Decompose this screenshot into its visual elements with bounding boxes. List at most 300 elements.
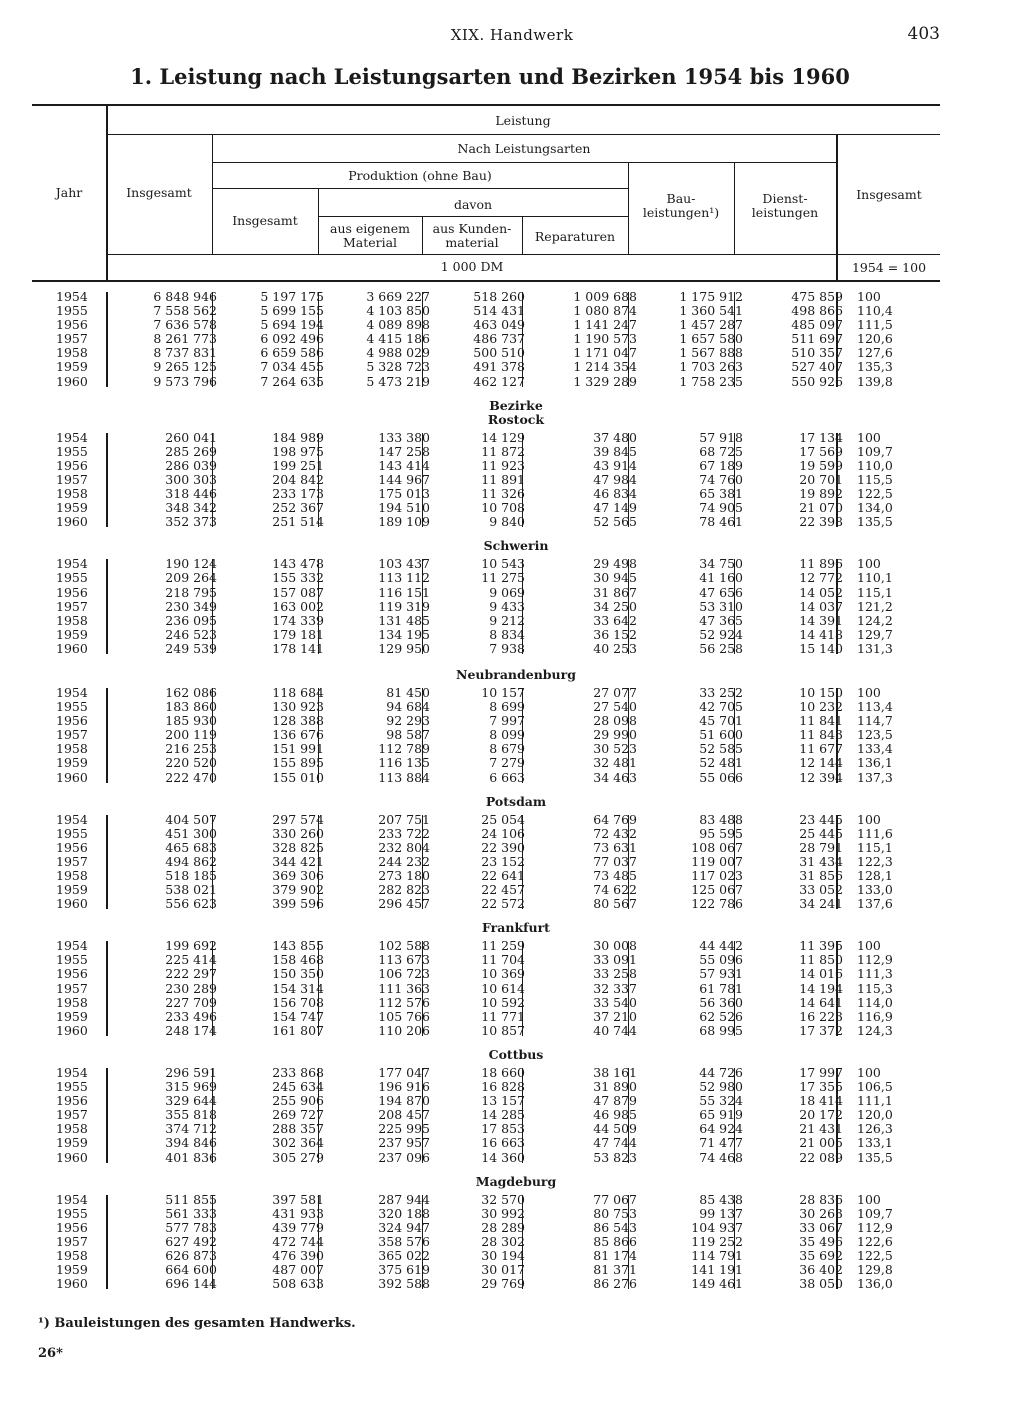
table-cell: 1 190 573: [573, 331, 637, 347]
table-cell: 74 905: [699, 500, 743, 516]
section-name: Schwerin: [483, 538, 549, 554]
table-cell: 207 751: [378, 811, 430, 827]
table-cell: 133,0: [857, 882, 893, 898]
table-cell: 320 188: [378, 1205, 430, 1221]
table-cell: 86 543: [593, 1219, 637, 1235]
table-cell: 286 039: [165, 457, 217, 473]
table-cell: 18 660: [481, 1064, 525, 1080]
table-cell: 22 089: [799, 1149, 843, 1165]
table-cell: 111,3: [857, 966, 893, 982]
table-cell: 74 622: [593, 882, 637, 898]
table-cell: 28 302: [481, 1233, 525, 1249]
table-cell: 451 300: [165, 825, 217, 841]
table-cell: 62 526: [699, 1008, 743, 1024]
table-cell: 222 470: [165, 769, 217, 785]
table-cell: 6 092 496: [260, 331, 324, 347]
table-cell: 498 866: [791, 303, 843, 319]
table-cell: 28 289: [481, 1219, 525, 1235]
table-cell: 64 769: [593, 811, 637, 827]
table-cell: 10 369: [481, 966, 525, 982]
table-cell: 36 402: [799, 1262, 843, 1278]
rows-block: [32, 290, 940, 389]
table-row: [32, 1122, 940, 1136]
table-cell: 222 297: [165, 966, 217, 982]
table-cell: 1960: [56, 769, 88, 785]
table-cell: 46 985: [593, 1107, 637, 1123]
table-cell: 1956: [56, 713, 88, 729]
table-cell: 85 438: [699, 1191, 743, 1207]
table-cell: 37 210: [593, 1008, 637, 1024]
table-cell: 11 841: [799, 713, 843, 729]
table-cell: 9 573 796: [153, 373, 217, 389]
table-cell: 17 355: [799, 1079, 843, 1095]
table-cell: 626 873: [165, 1247, 217, 1263]
table-cell: 33 642: [593, 612, 637, 628]
table-cell: 1960: [56, 1022, 88, 1038]
table-cell: 47 656: [699, 584, 743, 600]
table-cell: 74 760: [699, 471, 743, 487]
table-cell: 136,0: [857, 1276, 893, 1292]
table-cell: 305 279: [272, 1149, 324, 1165]
table-cell: 399 596: [272, 896, 324, 912]
table-cell: 131 485: [378, 612, 430, 628]
table-cell: 462 127: [473, 373, 525, 389]
table-cell: 114,7: [857, 713, 893, 729]
table-cell: 119 319: [378, 598, 430, 614]
table-cell: 113 112: [378, 570, 430, 586]
table-cell: 7 034 455: [260, 359, 324, 375]
table-cell: 115,3: [857, 980, 893, 996]
table-cell: 14 194: [799, 980, 843, 996]
section-name: Neubrandenburg: [456, 666, 576, 682]
table-cell: 133 380: [378, 429, 430, 445]
table-cell: 237 096: [378, 1149, 430, 1165]
table-row: [32, 855, 940, 869]
table-cell: 125 067: [691, 882, 743, 898]
table-cell: 1960: [56, 1149, 88, 1165]
table-cell: 28 836: [799, 1191, 843, 1207]
table-cell: 249 539: [165, 640, 217, 656]
table-cell: 10 857: [481, 1022, 525, 1038]
table-cell: 11 843: [799, 727, 843, 743]
table-cell: 141 191: [691, 1262, 743, 1278]
table-cell: 248 174: [165, 1022, 217, 1038]
table-cell: 5 197 175: [260, 289, 324, 304]
table-cell: 394 846: [165, 1135, 217, 1151]
table-cell: 154 747: [272, 1008, 324, 1024]
table-cell: 52 481: [699, 755, 743, 771]
table-cell: 22 390: [481, 839, 525, 855]
table-cell: 129 950: [378, 640, 430, 656]
table-cell: 10 232: [799, 699, 843, 715]
table-cell: 13 157: [481, 1093, 525, 1109]
table-cell: 137,6: [857, 896, 893, 912]
section-7: [32, 1048, 940, 1165]
table-row: [32, 686, 940, 700]
table-cell: 22 641: [481, 868, 525, 883]
table-cell: 183 860: [165, 699, 217, 715]
table-cell: 260 041: [165, 429, 217, 445]
table-cell: 375 619: [378, 1262, 430, 1278]
table-cell: 475 859: [791, 289, 843, 304]
table-cell: 7 938: [489, 640, 525, 656]
table-cell: 20 701: [799, 471, 843, 487]
table-cell: 99 137: [699, 1205, 743, 1221]
table-cell: 16 828: [481, 1079, 525, 1095]
table-cell: 4 415 186: [366, 331, 430, 347]
rows-block: [32, 431, 940, 530]
table-row: [32, 714, 940, 728]
table-row: [32, 1024, 940, 1038]
table-cell: 100: [857, 1191, 881, 1207]
table-cell: 64 924: [699, 1121, 743, 1137]
table-row: [32, 642, 940, 656]
table-cell: 1 567 888: [679, 345, 743, 361]
table-cell: 1 009 688: [573, 289, 637, 304]
table-cell: 111,5: [857, 317, 893, 333]
table-cell: 230 349: [165, 598, 217, 614]
table-cell: 4 988 029: [366, 345, 430, 361]
table-cell: 12 144: [799, 755, 843, 771]
table-cell: 1960: [56, 373, 88, 389]
table-cell: 42 705: [699, 699, 743, 715]
table-row: [32, 445, 940, 459]
table-cell: 204 842: [272, 471, 324, 487]
table-cell: 511 855: [165, 1191, 217, 1207]
table-cell: 122,3: [857, 853, 893, 869]
table-cell: 1 329 289: [573, 373, 637, 389]
table-cell: 208 457: [378, 1107, 430, 1123]
table-cell: 30 523: [593, 741, 637, 757]
unit-dm: 1 000 DM: [440, 259, 504, 274]
table-cell: 68 725: [699, 443, 743, 459]
table-cell: 401 836: [165, 1149, 217, 1165]
table-cell: 178 141: [272, 640, 324, 656]
table-cell: 130 923: [272, 699, 324, 715]
table-cell: 1 657 580: [679, 331, 743, 347]
table-row: [32, 1193, 940, 1207]
table-cell: 1954: [56, 684, 88, 700]
table-cell: 23 152: [481, 853, 525, 869]
table-cell: 5 473 219: [366, 373, 430, 389]
col-bau-line2: leistungen¹): [642, 205, 720, 220]
table-cell: 8 834: [489, 626, 525, 642]
table-cell: 252 367: [272, 500, 324, 516]
table-cell: 269 727: [272, 1107, 324, 1123]
table-cell: 10 543: [481, 556, 525, 572]
table-cell: 11 677: [799, 741, 843, 757]
table-cell: 129,7: [857, 626, 893, 642]
table-cell: 10 157: [481, 684, 525, 700]
table-cell: 144 967: [378, 471, 430, 487]
table-cell: 38 050: [799, 1276, 843, 1292]
table-cell: 36 152: [593, 626, 637, 642]
table-cell: 47 365: [699, 612, 743, 628]
table-cell: 1959: [56, 1262, 88, 1278]
table-cell: 53 823: [593, 1149, 637, 1165]
table-cell: 16 663: [481, 1135, 525, 1151]
section-name: Potsdam: [485, 793, 547, 809]
table-cell: 134 195: [378, 626, 430, 642]
table-cell: 47 744: [593, 1135, 637, 1151]
table-cell: 52 924: [699, 626, 743, 642]
table-cell: 288 357: [272, 1121, 324, 1137]
table-cell: 52 585: [699, 741, 743, 757]
table-cell: 33 091: [593, 952, 637, 968]
table-row: [32, 557, 940, 571]
table-cell: 1960: [56, 514, 88, 530]
table-cell: 189 109: [378, 514, 430, 530]
table-row: [32, 813, 940, 827]
table-row: [32, 1151, 940, 1165]
table-cell: 374 712: [165, 1121, 217, 1137]
table-cell: 1959: [56, 1135, 88, 1151]
table-cell: 463 049: [473, 317, 525, 333]
table-cell: 1954: [56, 1064, 88, 1080]
table-cell: 65 381: [699, 486, 743, 502]
table-cell: 44 726: [699, 1064, 743, 1080]
table-cell: 465 683: [165, 839, 217, 855]
table-cell: 100: [857, 811, 881, 827]
table-cell: 113,4: [857, 699, 893, 715]
table-cell: 175 013: [378, 486, 430, 502]
table-body: [32, 290, 940, 1291]
col-eigenes-line2: Material: [342, 235, 398, 250]
table-cell: 131,3: [857, 640, 893, 656]
table-cell: 1958: [56, 612, 88, 628]
table-cell: 1954: [56, 289, 88, 304]
table-cell: 1958: [56, 868, 88, 883]
table-cell: 158 468: [272, 952, 324, 968]
table-cell: 68 995: [699, 1022, 743, 1038]
table-cell: 104 937: [691, 1219, 743, 1235]
table-cell: 32 481: [593, 755, 637, 771]
table-cell: 114,0: [857, 994, 893, 1010]
table-cell: 397 581: [272, 1191, 324, 1207]
table-cell: 143 855: [272, 938, 324, 954]
table-cell: 510 357: [791, 345, 843, 361]
table-cell: 151 991: [272, 741, 324, 757]
table-cell: 105 766: [378, 1008, 430, 1024]
table-row: [32, 728, 940, 742]
table-cell: 220 520: [165, 755, 217, 771]
section-1: [32, 290, 940, 389]
rows-block: [32, 813, 940, 912]
table-cell: 115,5: [857, 471, 893, 487]
table-cell: 35 496: [799, 1233, 843, 1249]
table-cell: 302 364: [272, 1135, 324, 1151]
table-cell: 1955: [56, 570, 88, 586]
table-cell: 324 947: [378, 1219, 430, 1235]
table-cell: 1956: [56, 966, 88, 982]
table-row: [32, 304, 940, 318]
table-cell: 8 679: [489, 741, 525, 757]
table-cell: 11 891: [481, 471, 525, 487]
table-cell: 100: [857, 289, 881, 304]
table-cell: 20 172: [799, 1107, 843, 1123]
table-cell: 85 866: [593, 1233, 637, 1249]
col-insgesamt: Insgesamt: [126, 185, 192, 200]
table-cell: 31 890: [593, 1079, 637, 1095]
table-cell: 230 289: [165, 980, 217, 996]
table-cell: 1958: [56, 345, 88, 361]
table-cell: 1960: [56, 1276, 88, 1292]
table-cell: 112 576: [378, 994, 430, 1010]
table-row: [32, 883, 940, 897]
table-cell: 52 565: [593, 514, 637, 530]
table-cell: 47 149: [593, 500, 637, 516]
table-cell: 110,4: [857, 303, 893, 319]
table-cell: 8 699: [489, 699, 525, 715]
table-cell: 7 636 578: [153, 317, 217, 333]
table-cell: 1 457 287: [679, 317, 743, 333]
table-cell: 155 332: [272, 570, 324, 586]
table-cell: 17 569: [799, 443, 843, 459]
col-index-insgesamt: Insgesamt: [856, 187, 922, 202]
table-cell: 1958: [56, 1121, 88, 1137]
table-cell: 369 306: [272, 868, 324, 883]
table-cell: 300 303: [165, 471, 217, 487]
table-cell: 1954: [56, 1191, 88, 1207]
table-cell: 9 265 125: [153, 359, 217, 375]
table-cell: 94 684: [386, 699, 430, 715]
table-cell: 9 069: [489, 584, 525, 600]
table-cell: 1958: [56, 994, 88, 1010]
table-cell: 1955: [56, 699, 88, 715]
table-cell: 348 342: [165, 500, 217, 516]
col-dienst-line2: leistungen: [751, 205, 819, 220]
table-cell: 150 350: [272, 966, 324, 982]
table-cell: 17 997: [799, 1064, 843, 1080]
table-cell: 47 984: [593, 471, 637, 487]
table-cell: 404 507: [165, 811, 217, 827]
table-row: [32, 897, 940, 911]
table-cell: 1955: [56, 952, 88, 968]
table-cell: 15 140: [799, 640, 843, 656]
table-cell: 137,3: [857, 769, 893, 785]
table-cell: 296 457: [378, 896, 430, 912]
table-cell: 282 823: [378, 882, 430, 898]
table-header: [32, 104, 940, 284]
table-cell: 27 540: [593, 699, 637, 715]
table-row: [32, 841, 940, 855]
table-cell: 6 848 946: [153, 289, 217, 304]
table-cell: 28 791: [799, 839, 843, 855]
table-cell: 12 772: [799, 570, 843, 586]
table-cell: 28 098: [593, 713, 637, 729]
table-cell: 149 461: [691, 1276, 743, 1292]
table-cell: 1 175 912: [679, 289, 743, 304]
table-cell: 8 737 831: [153, 345, 217, 361]
table-cell: 237 957: [378, 1135, 430, 1151]
table-cell: 98 587: [386, 727, 430, 743]
table-cell: 527 407: [791, 359, 843, 375]
table-cell: 1954: [56, 429, 88, 445]
table-cell: 17 853: [481, 1121, 525, 1137]
table-cell: 1958: [56, 1247, 88, 1263]
table-cell: 30 017: [481, 1262, 525, 1278]
table-cell: 100: [857, 429, 881, 445]
table-cell: 696 144: [165, 1276, 217, 1292]
table-cell: 6 659 586: [260, 345, 324, 361]
running-header: XIX. Handwerk: [450, 26, 574, 44]
table-cell: 330 260: [272, 825, 324, 841]
table-cell: 162 086: [165, 684, 217, 700]
table-cell: 155 895: [272, 755, 324, 771]
table-cell: 29 769: [481, 1276, 525, 1292]
table-cell: 11 771: [481, 1008, 525, 1024]
table-cell: 135,5: [857, 514, 893, 530]
table-cell: 1956: [56, 839, 88, 855]
table-cell: 33 067: [799, 1219, 843, 1235]
table-cell: 24 106: [481, 825, 525, 841]
table-cell: 135,5: [857, 1149, 893, 1165]
rows-block: [32, 686, 940, 785]
table-cell: 30 194: [481, 1247, 525, 1263]
table-cell: 297 574: [272, 811, 324, 827]
table-row: [32, 742, 940, 756]
table-cell: 392 588: [378, 1276, 430, 1292]
table-cell: 116,9: [857, 1008, 893, 1024]
table-cell: 1958: [56, 741, 88, 757]
table-cell: 199 692: [165, 938, 217, 954]
table-cell: 65 919: [699, 1107, 743, 1123]
table-row: [32, 586, 940, 600]
table-row: [32, 332, 940, 346]
col-jahr: Jahr: [55, 185, 83, 200]
col-davon: davon: [453, 197, 493, 212]
col-kunden-line2: material: [445, 235, 499, 250]
table-cell: 43 914: [593, 457, 637, 473]
table-cell: 35 692: [799, 1247, 843, 1263]
col-leistung: Leistung: [495, 113, 551, 128]
table-cell: 1954: [56, 938, 88, 954]
table-cell: 74 468: [699, 1149, 743, 1165]
table-cell: 123,5: [857, 727, 893, 743]
table-cell: 285 269: [165, 443, 217, 459]
section-5: [32, 795, 940, 912]
table-cell: 67 189: [699, 457, 743, 473]
table-cell: 14 016: [799, 966, 843, 982]
col-kunden-line1: aus Kunden-: [432, 221, 512, 236]
table-cell: 476 390: [272, 1247, 324, 1263]
table-row: [32, 1207, 940, 1221]
table-cell: 491 378: [473, 359, 525, 375]
table-cell: 124,2: [857, 612, 893, 628]
table-cell: 33 052: [799, 882, 843, 898]
table-cell: 577 783: [165, 1219, 217, 1235]
table-cell: 17 372: [799, 1022, 843, 1038]
table-cell: 10 708: [481, 500, 525, 516]
table-row: [32, 1249, 940, 1263]
table-cell: 1960: [56, 640, 88, 656]
table-cell: 184 989: [272, 429, 324, 445]
table-cell: 22 457: [481, 882, 525, 898]
table-row: [32, 967, 940, 981]
table-cell: 9 433: [489, 598, 525, 614]
table-cell: 485 097: [791, 317, 843, 333]
table-row: [32, 1066, 940, 1080]
table-row: [32, 700, 940, 714]
section-name: Magdeburg: [475, 1173, 557, 1189]
table-cell: 121,2: [857, 598, 893, 614]
section-name: Bezirke: [489, 397, 543, 413]
table-row: [32, 375, 940, 389]
table-cell: 1956: [56, 317, 88, 333]
table-cell: 112 789: [378, 741, 430, 757]
table-row: [32, 628, 940, 642]
table-cell: 1959: [56, 755, 88, 771]
